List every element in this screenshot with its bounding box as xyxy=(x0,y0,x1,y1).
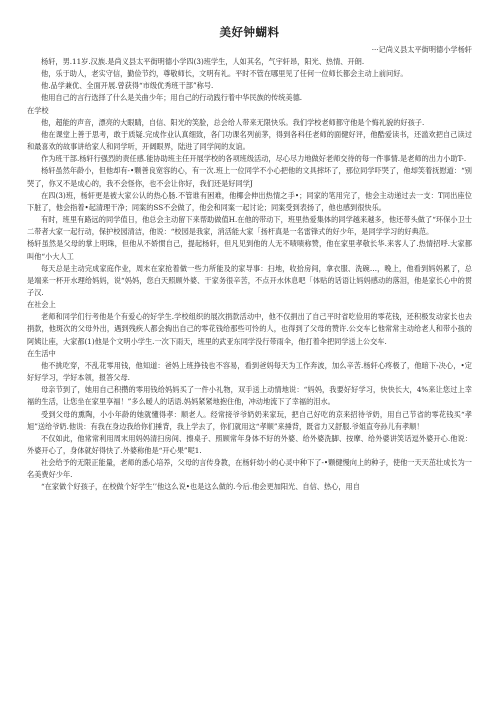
document-body xyxy=(27,56,472,494)
body-paragraph: “在家做个好孩子，在校做个好学生’’他这么说•也是这么做的.今后.他会更加阳光、自信、热心，用自 xyxy=(41,482,360,492)
section-heading: 在生活中 xyxy=(27,348,56,358)
body-paragraph: 他不挑吃穿，不乱花零用钱，他知道：爸妈上班挣钱也不容易，看到爸妈每天为工作奔波，加么辛苦.杨轩心疼极了，他暗下-决心，•定好好学习，学好本领，报答父母. xyxy=(27,360,472,383)
body-paragraph: 有时，班里有路远的同学值日，他总会主动留下来帮助做值H.在他的带动下，班里热爱集体的同学越来越多，他还带头做了“环保小卫士二带者大家一起行动，保护校园清洁，他说：“校园是我家，消活能大家「扬杆真是一名雷锋式的好少年，是同学学习的好典范。 xyxy=(27,215,472,237)
body-paragraph: 杨轩，男.11岁.汉族.是尚义县太平街明德小学四(3)班学生，人如其名，气宇轩昂，阳光、热情、开朗. xyxy=(41,57,365,66)
body-paragraph: 他.品学兼优、全面开展.曾获得“市级优秀班干部”称号. xyxy=(41,81,214,91)
document-byline: ···记尚义县太平街明德小学杨轩 xyxy=(371,45,472,54)
section-heading: 在社会上 xyxy=(27,300,56,310)
body-paragraph: 杨轩虽然年龄小，但他却有-•颗善良宽容的心，有一次.班上一位同学不小心把他的文具摔坏了，那位同学吓哭了，他却笑着抚慰道：“别哭了，你又不是成心的，我不会怪你，也不会让你好，我们还是好同学J xyxy=(27,166,472,188)
section-heading: 在学校 xyxy=(27,105,49,115)
body-paragraph: 不仅如此，他常常利用周末用妈妈清扫房间、擦桌子、照顾常年身体不好的外婆、给外婆洗脚、按摩、给外婆讲笑话逗外婆开心.他说：外婆开心了，身体就好得快了.外婆称他是“开心果”呢1. xyxy=(27,433,472,455)
body-paragraph: 老师和同学们行考他是个有爱心的好学生.学校组织的展次捐款活动中，他不仅捐出了自己平时省吃俭用的零花钱，还积极发动家长也去捐款，他斑次的父母外出，遇到残疾人都会掏出自己的零花钱给那些可怜的人，也得到了父母的赞许.公交车匕他常常主动给老人和带小孩的阿姨让座，大家都(1)他是个文明小学生.一次下雨天，班里的武亚东同学没行带雨伞，他打着伞把同学送上公交车. xyxy=(27,312,472,346)
body-paragraph: 每天总是主动完成家庭作业，周末在家抢着做一些力所能及的家导事：扫地，收拾房间，拿衣服、洗碗…，晚上，他看到妈妈累了，总是端来一杯开水理给妈妈，说“妈妈，您白天照顾外婆、干家务很辛苦，不点开水休息吧「体贴的话语让妈妈感动的落泪，他是家长心中的贯子汉. xyxy=(27,263,472,297)
body-paragraph: 杨轩虽然是父母的掌上明珠，但他从不娇惯自己，提起杨轩，但凡见到他的人无不啧啧称赞，他在家里孝敬长华.来客人了.热情招呼.大家都叫他“小大人工 xyxy=(27,239,472,261)
document-title: 美好钟蝴料 xyxy=(219,25,280,39)
body-paragraph: 他，超能的声音，漂亮的大眼睛，自信、阳光的笑脸，总会给人带来无限快乐。我们学校老师都守他是个悔礼貌的好孩子. xyxy=(41,117,425,127)
body-paragraph: 他在课堂上善于思考，敢于质疑.完成作业认真细致，各门功课名列前茅，得到各科任老师的面健好评，他酷爱读书，还滥欢把自己读过和最喜欢的故事讲给家人和同学听，开阔眼界，陆进了同学间的友谊。 xyxy=(27,129,472,152)
body-paragraph: 母亲节到了，她用自己积攒的零用钱给妈妈买了一件小礼物，双手送上动情地说：“妈妈，我要好好学习，快快长大，4%来让您过上幸福的生活，让您坐在家里享福！”多么暧人的话语.妈妈紧紧地抱住他，冲动地流下了幸福的泪水。 xyxy=(27,385,472,407)
body-paragraph: 在四(3)班，杨轩更是被大家公认的热心肠.不管谁有困难，他椰会伸出热情之手•；同家的笔用完了，他会主动递过去一支：T同出座位下脏了，他会指着•起清理干净；同案的SS不会做了，他会和同案一起讨论；同案受到表扬了，他也感到很快乐。 xyxy=(27,190,472,212)
body-paragraph: 受到父母的熏陶，小小年龄的她就懂得孝：顺老人。经常接爷爷奶奶来家玩，把自己好吃的京来招待爷奶，用自己节省的零花钱买“孝旭”送给爷奶.他说：有我在身边我给你们捶背，我上学去了，你们就用这“孝顺”来捶背，既省力又舒服.爷姐直夸孙儿有孝顺！ xyxy=(27,409,472,431)
body-paragraph: 作为班干部.杨轩行强烈的责任感.能协助班主任开展学校的各项班级活动，尽心尽力地做好老师交待的每一件事情.是老师的出力小助T-. xyxy=(41,154,467,164)
body-paragraph: 他，乐于助人，老实守信，勤俭节约，尊敬师长，文明有礼。平时不管在哪里见了任何一位师长都会主动上前问好。 xyxy=(41,69,408,79)
body-paragraph: 社会给予的无限正能量，老师的悉心培养，父母的言传身教，在杨轩幼小的心灵中种下了-•颗健慢向上的种子，使他一天天茁壮成长为一名美费好少年. xyxy=(27,458,472,480)
body-paragraph: 他用自己的言行选择了什么是关曲少年；用自己的行动践行着中华民族的传统美德. xyxy=(41,93,303,103)
